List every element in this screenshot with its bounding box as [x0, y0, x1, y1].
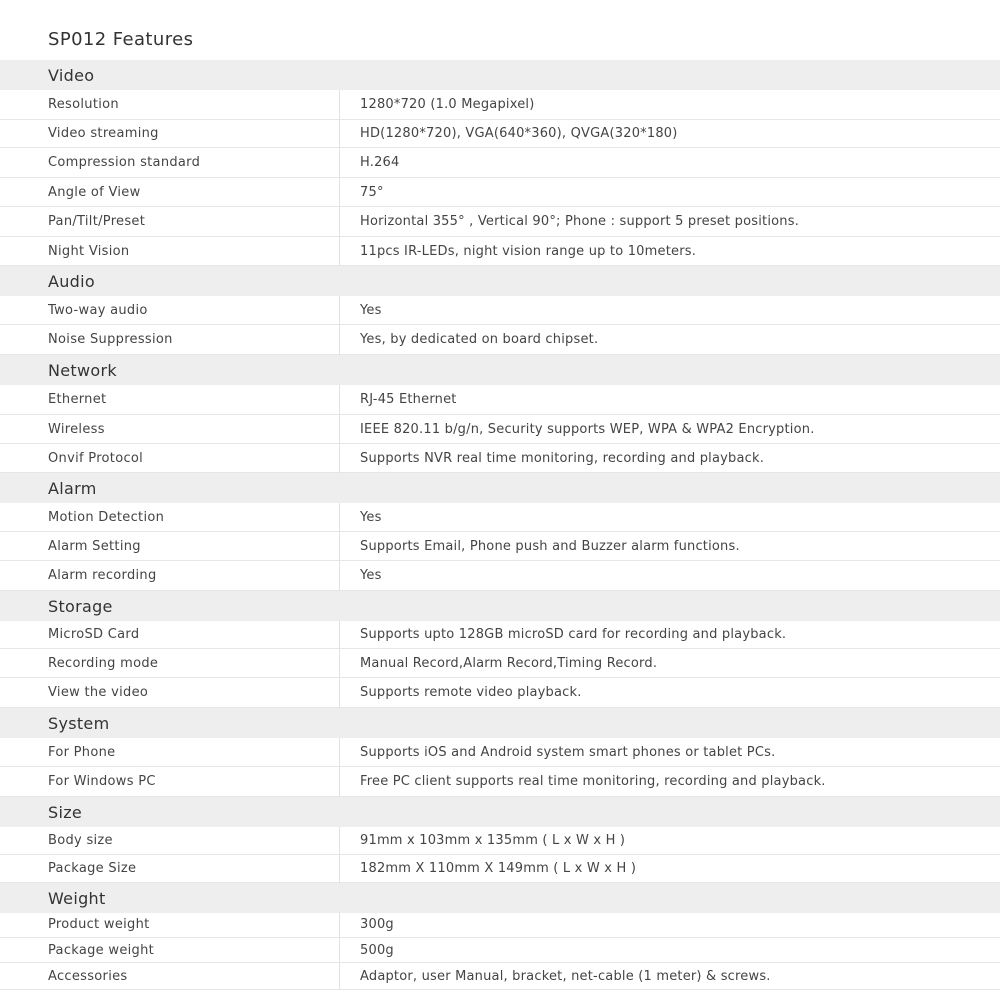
spec-value: 500g — [360, 942, 394, 958]
spec-row — [0, 237, 1000, 266]
spec-row — [0, 649, 1000, 678]
spec-value: 91mm x 103mm x 135mm ( L x W x H ) — [360, 833, 626, 848]
section-header-network: Network — [0, 355, 1000, 385]
spec-row — [0, 90, 1000, 120]
spec-row — [0, 503, 1000, 532]
spec-label: Package weight — [48, 942, 155, 958]
spec-row — [0, 561, 1000, 591]
spec-label: Night Vision — [48, 243, 130, 259]
spec-row — [0, 938, 1000, 963]
spec-value: 182mm X 110mm X 149mm ( L x W x H ) — [360, 861, 637, 876]
spec-row — [0, 912, 1000, 938]
column-divider — [339, 503, 340, 532]
spec-label: View the video — [48, 685, 149, 700]
spec-row — [0, 678, 1000, 708]
column-divider — [339, 767, 340, 797]
column-divider — [339, 912, 340, 938]
spec-row — [0, 385, 1000, 415]
spec-row — [0, 415, 1000, 444]
column-divider — [339, 649, 340, 678]
spec-label: Ethernet — [48, 392, 107, 407]
spec-label: Compression standard — [48, 155, 201, 170]
column-divider — [339, 963, 340, 990]
spec-label: For Phone — [48, 744, 116, 760]
column-divider — [339, 385, 340, 415]
spec-row — [0, 963, 1000, 990]
spec-label: Noise Suppression — [48, 332, 173, 347]
spec-value: Adaptor, user Manual, bracket, net-cable (1 meter) & screws. — [360, 968, 771, 984]
spec-value: Free PC client supports real time monitoring, recording and playback. — [360, 774, 826, 789]
section-header-audio: Audio — [0, 266, 1000, 296]
spec-label: Alarm Setting — [48, 538, 141, 554]
spec-label: Resolution — [48, 97, 119, 112]
spec-label: For Windows PC — [48, 774, 156, 789]
spec-label: Package Size — [48, 861, 137, 876]
spec-label: Angle of View — [48, 184, 141, 200]
spec-value: Manual Record,Alarm Record,Timing Record. — [360, 655, 658, 671]
spec-label: Accessories — [48, 968, 128, 984]
spec-value: Yes — [360, 568, 382, 583]
column-divider — [339, 415, 340, 444]
column-divider — [339, 620, 340, 649]
spec-value: IEEE 820.11 b/g/n, Security supports WEP, WPA & WPA2 Encryption. — [360, 421, 815, 437]
column-divider — [339, 325, 340, 355]
section-header-weight: Weight — [0, 883, 1000, 913]
spec-value: Supports iOS and Android system smart phones or tablet PCs. — [360, 744, 776, 760]
spec-label: Body size — [48, 833, 113, 848]
spec-value: Supports NVR real time monitoring, recording and playback. — [360, 450, 765, 466]
column-divider — [339, 148, 340, 178]
spec-label: Pan/Tilt/Preset — [48, 214, 146, 229]
spec-value: H.264 — [360, 155, 400, 170]
spec-row — [0, 207, 1000, 237]
spec-row — [0, 738, 1000, 767]
page-title: SP012 Features — [48, 29, 194, 50]
spec-value: 75° — [360, 184, 384, 200]
section-header-alarm: Alarm — [0, 473, 1000, 503]
section-header-video: Video — [0, 60, 1000, 90]
column-divider — [339, 827, 340, 855]
column-divider — [339, 120, 340, 148]
spec-value: Yes, by dedicated on board chipset. — [360, 332, 599, 347]
spec-value: 1280*720 (1.0 Megapixel) — [360, 97, 535, 112]
spec-row — [0, 855, 1000, 883]
spec-label: Product weight — [48, 917, 150, 932]
spec-label: Video streaming — [48, 126, 159, 141]
column-divider — [339, 90, 340, 120]
spec-value: Yes — [360, 302, 382, 318]
spec-row — [0, 767, 1000, 797]
spec-value: Yes — [360, 509, 382, 525]
spec-value: HD(1280*720), VGA(640*360), QVGA(320*180) — [360, 126, 678, 141]
spec-value: 11pcs IR-LEDs, night vision range up to 10meters. — [360, 243, 697, 259]
spec-value: Supports remote video playback. — [360, 685, 582, 700]
spec-label: Two-way audio — [48, 302, 148, 318]
column-divider — [339, 532, 340, 561]
spec-label: Wireless — [48, 421, 105, 437]
column-divider — [339, 296, 340, 325]
spec-value: Horizontal 355° , Vertical 90°; Phone : support 5 preset positions. — [360, 214, 800, 229]
column-divider — [339, 678, 340, 708]
spec-label: Alarm recording — [48, 568, 157, 583]
section-header-storage: Storage — [0, 591, 1000, 621]
column-divider — [339, 178, 340, 207]
column-divider — [339, 237, 340, 266]
column-divider — [339, 207, 340, 237]
spec-value: Supports Email, Phone push and Buzzer alarm functions. — [360, 538, 740, 554]
column-divider — [339, 561, 340, 591]
spec-row — [0, 120, 1000, 148]
spec-row — [0, 620, 1000, 649]
column-divider — [339, 738, 340, 767]
spec-row — [0, 444, 1000, 473]
spec-label: MicroSD Card — [48, 626, 140, 642]
spec-value: 300g — [360, 917, 394, 932]
spec-row — [0, 296, 1000, 325]
column-divider — [339, 938, 340, 963]
section-header-size: Size — [0, 797, 1000, 827]
spec-row — [0, 827, 1000, 855]
spec-row — [0, 532, 1000, 561]
spec-value: Supports upto 128GB microSD card for recording and playback. — [360, 626, 787, 642]
spec-label: Motion Detection — [48, 509, 165, 525]
section-header-system: System — [0, 708, 1000, 738]
column-divider — [339, 444, 340, 473]
column-divider — [339, 855, 340, 883]
spec-row — [0, 148, 1000, 178]
spec-label: Onvif Protocol — [48, 450, 144, 466]
spec-row — [0, 325, 1000, 355]
spec-label: Recording mode — [48, 655, 159, 671]
spec-row — [0, 178, 1000, 207]
spec-value: RJ-45 Ethernet — [360, 392, 457, 407]
